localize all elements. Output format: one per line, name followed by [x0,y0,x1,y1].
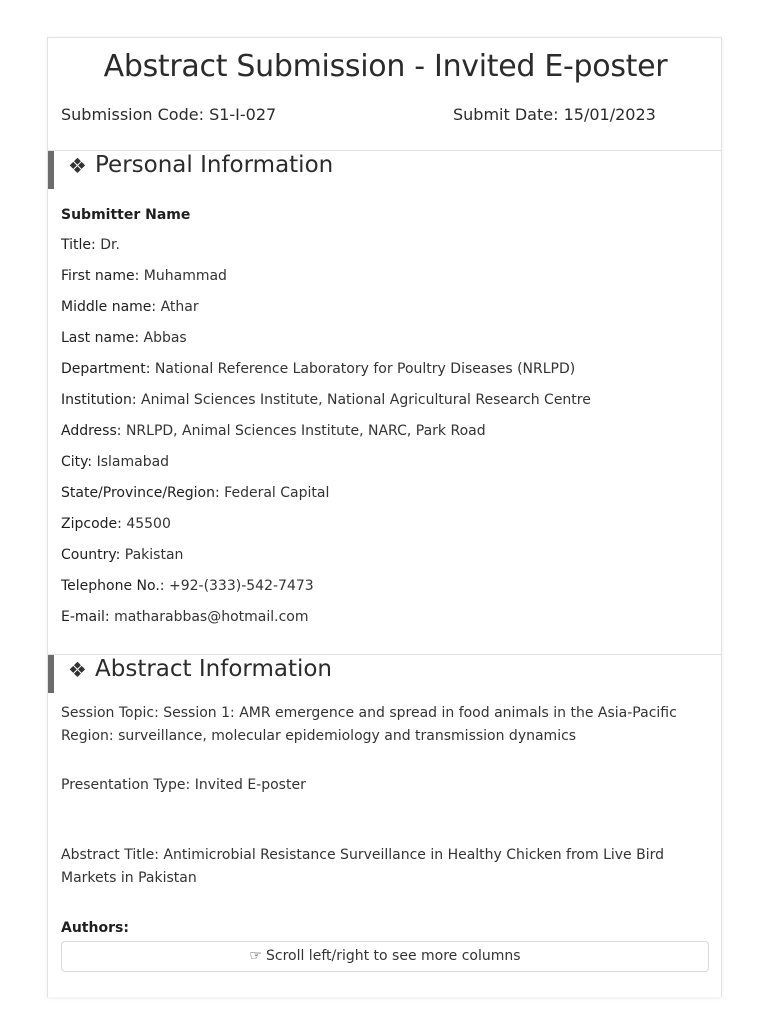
submit-date-label: Submit Date: [453,105,559,124]
scroll-hint-box [61,941,709,972]
personal-field-row [61,481,329,505]
scroll-hint-text: Scroll left/right to see more columns [265,948,521,964]
field-label: E-mail : [61,609,114,625]
diamond-bullet-icon: ❖ [68,658,87,682]
field-value: Muhammad [143,268,227,284]
hand-pointer-icon: ☞ [249,948,262,964]
field-value: 45500 [126,516,171,532]
abstract-title-label: Abstract Title : [61,847,163,863]
field-label: Address : [61,423,126,439]
session-topic [61,702,706,748]
section-accent-bar [48,151,54,189]
field-value: National Reference Laboratory for Poultry Diseases (NRLPD) [154,361,576,377]
field-label: Country : [61,547,125,563]
submit-date-value: 15/01/2023 [563,105,656,124]
abstract-title [61,844,706,890]
submission-code-label: Submission Code: [61,105,204,124]
field-label: Zipcode : [61,516,126,532]
field-label: Department : [61,361,155,377]
field-value: +92-(333)-542-7473 [168,578,314,594]
field-label: State/Province/Region : [61,485,224,501]
personal-field-row [61,326,187,350]
personal-field-row [61,295,199,319]
submit-date [453,105,656,124]
abstract-title-value: Antimicrobial Resistance Surveillance in Healthy Chicken from Live Bird Markets in Pakistan [61,847,665,886]
diamond-bullet-icon: ❖ [68,154,87,178]
personal-field-row [61,357,575,381]
personal-info-heading [48,151,721,189]
personal-field-row [61,264,227,288]
personal-field-row [61,388,591,412]
section-accent-bar [48,655,54,693]
personal-field-row [61,543,183,567]
submitter-name-heading: Submitter Name [61,207,191,223]
submission-card [47,37,722,997]
session-topic-label: Session Topic : [61,705,163,721]
submission-code-value: S1-I-027 [209,105,277,124]
section-title: Abstract Information [95,656,332,682]
field-value: Abbas [143,330,187,346]
session-topic-value: Session 1: AMR emergence and spread in food animals in the Asia-Pacific Region: surveillance, molecular epidemiology and transmission dynamics [61,705,677,744]
authors-heading: Authors: [61,920,129,936]
field-value: Dr. [100,237,120,253]
field-value: Athar [160,299,199,315]
field-value: Animal Sciences Institute, National Agricultural Research Centre [141,392,591,408]
personal-field-row [61,574,314,598]
field-value: NRLPD, Animal Sciences Institute, NARC, Park Road [125,423,486,439]
submission-code [61,105,276,124]
personal-field-row [61,233,120,257]
field-label: Middle name : [61,299,161,315]
field-label: First name : [61,268,144,284]
field-label: Institution : [61,392,141,408]
personal-field-row [61,605,309,629]
field-label: Last name : [61,330,144,346]
field-value: Pakistan [124,547,184,563]
section-title: Personal Information [95,152,334,178]
presentation-type-value: Invited E-poster [194,777,306,793]
field-label: Telephone No. : [61,578,169,594]
abstract-info-heading [48,655,721,693]
field-label: Title : [61,237,100,253]
personal-field-row [61,512,171,536]
presentation-type [61,774,706,797]
personal-field-row [61,419,486,443]
presentation-type-label: Presentation Type : [61,777,195,793]
field-value: Islamabad [96,454,170,470]
personal-field-row [61,450,169,474]
field-value: matharabbas@hotmail.com [114,609,309,625]
field-label: City : [61,454,97,470]
field-value: Federal Capital [224,485,330,501]
page-title: Abstract Submission - Invited E-poster [103,49,668,84]
